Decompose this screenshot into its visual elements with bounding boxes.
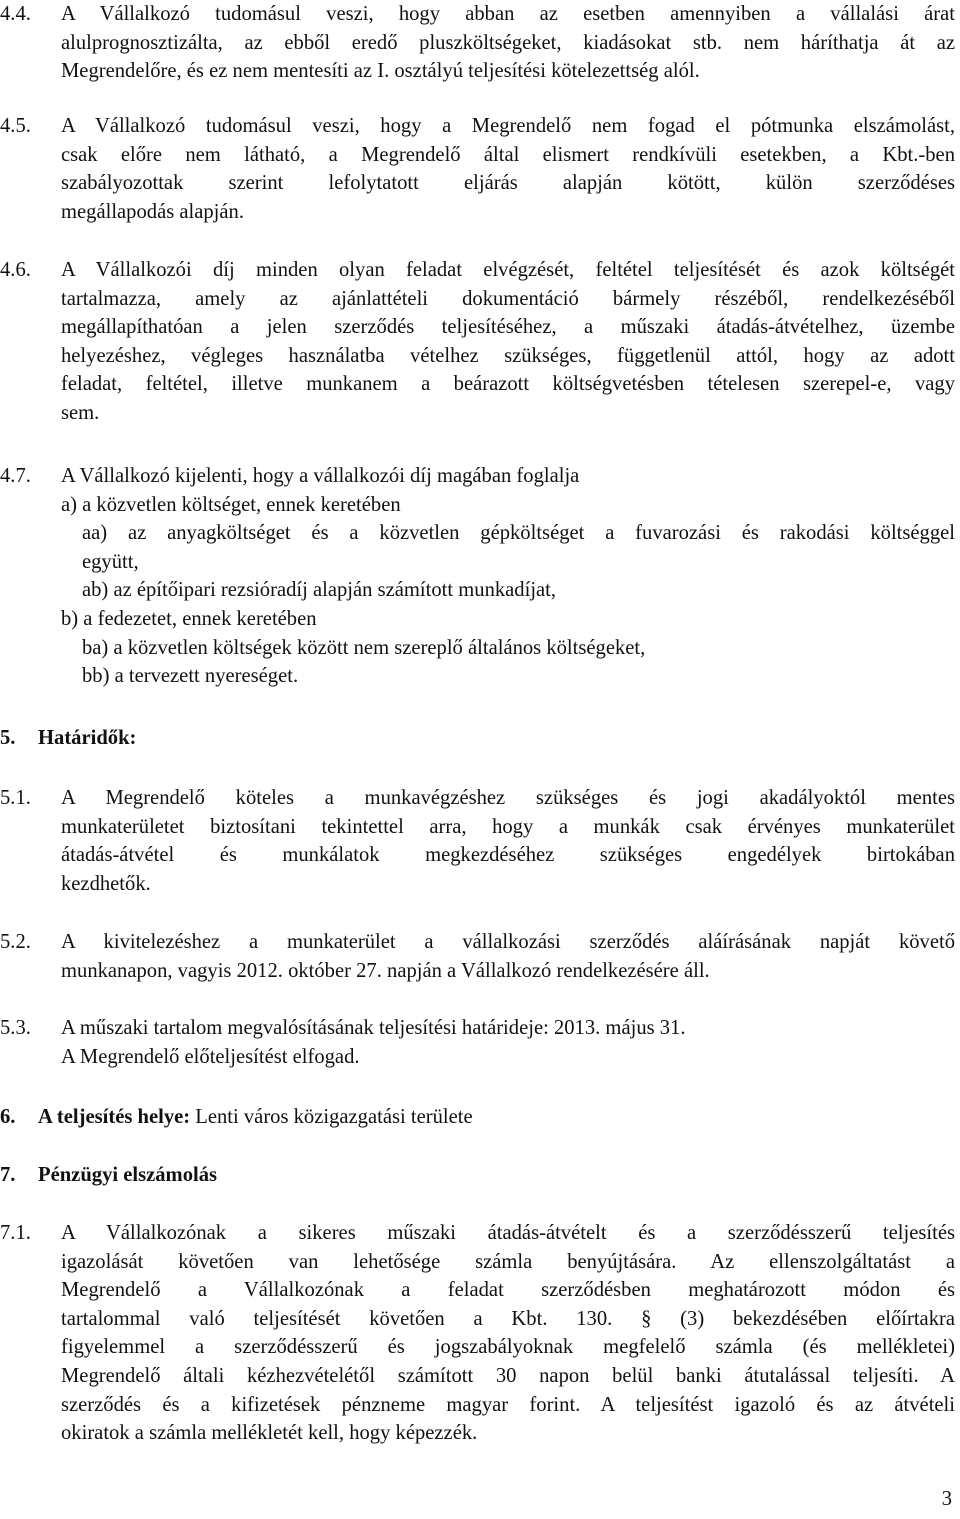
clause-line: A műszaki tartalom megvalósításának teljesítési határideje: 2013. május 31. (61, 1017, 686, 1039)
clause-line: tartalmazza, amely az ajánlattételi dokumentáció bármely részéből, rendelkezéséből (61, 287, 955, 310)
clause-7-1 (0, 1219, 955, 1448)
clause-line: figyelemmel a szerződésszerű és jogszabályoknak megfelelő számla (és mellékletei) (61, 1336, 955, 1359)
clause-line: alulprognosztizálta, az ebből eredő pluszköltségeket, kiadásokat stb. nem háríthatja át az (61, 31, 955, 54)
list-item-aa: aa) az anyagköltséget és a közvetlen gépköltséget a fuvarozási és rakodási költséggel együtt, (82, 522, 955, 573)
section-5-heading (0, 724, 136, 753)
clause-line: megállapodás alapján. (61, 200, 244, 223)
list-item-ba: ba) a közvetlen költségek között nem szereplő általános költségeket, (82, 636, 646, 659)
clause-line: munkaterületet biztosítani tekintettel arra, hogy a munkák csak érvényes munkaterület (61, 815, 955, 838)
clause-line: sem. (61, 401, 100, 424)
clause-number: 5.1. (0, 787, 31, 809)
page-number: 3 (941, 1488, 952, 1510)
clause-4-4 (0, 0, 955, 86)
clause-line: igazolását követően van lehetősége számla benyújtására. Az ellenszolgáltatást a (61, 1250, 955, 1273)
list-item-bb: bb) a tervezett nyereséget. (82, 665, 299, 688)
clause-4-6 (0, 256, 955, 428)
clause-line: A Vállalkozó tudomásul veszi, hogy abban az esetben amennyiben a vállalási árat (61, 3, 955, 25)
section-7-heading (0, 1161, 217, 1190)
clause-line: munkanapon, vagyis 2012. október 27. napján a Vállalkozó rendelkezésére áll. (61, 959, 710, 982)
clause-number: 4.6. (0, 259, 31, 281)
clause-number: 5.3. (0, 1017, 31, 1039)
clause-line: A Vállalkozónak a sikeres műszaki átadás-átvételt és a szerződésszerű teljesítés (61, 1222, 955, 1244)
clause-number: 4.7. (0, 465, 31, 487)
clause-line: helyezéshez, végleges használatba vételhez szükséges, függetlenül attól, hogy az adott (61, 344, 955, 367)
clause-line: átadás-átvétel és munkálatok megkezdéséhez szükséges engedélyek birtokában (61, 844, 955, 867)
clause-line: csak előre nem látható, a Megrendelő által elismert rendkívüli esetekben, a Kbt.-ben (61, 143, 955, 166)
clause-line: Megrendelő a Vállalkozónak a feladat szerződésben meghatározott módon és (61, 1279, 955, 1302)
section-title: Pénzügyi elszámolás (38, 1164, 218, 1186)
clause-line: A Megrendelő köteles a munkavégzéshez szükséges és jogi akadályoktól mentes (61, 787, 955, 809)
list-item-a: a) a közvetlen költséget, ennek keretében (61, 493, 401, 516)
clause-line: A kivitelezéshez a munkaterület a vállalkozási szerződés aláírásának napját követő (61, 931, 955, 953)
section-title: A teljesítés helye: (38, 1106, 191, 1128)
clause-4-7 (0, 462, 955, 691)
clause-line: A Megrendelő előteljesítést elfogad. (61, 1045, 360, 1068)
clause-line: Megrendelőre, és ez nem mentesíti az I. osztályú teljesítési kötelezettség alól. (61, 60, 700, 83)
clause-5-3 (0, 1014, 955, 1071)
section-number: 6. (0, 1106, 16, 1128)
clause-line: szabályozottak szerint lefolytatott eljárás alapján kötött, külön szerződéses (61, 172, 955, 195)
section-text: Lenti város közigazgatási területe (190, 1106, 473, 1128)
clause-line: szerződés és a kifizetések pénzneme magyar forint. A teljesítést igazoló és az átvételi (61, 1393, 955, 1416)
clause-line: megállapíthatóan a jelen szerződés teljesítéséhez, a műszaki átadás-átvételhez, üzembe (61, 316, 955, 339)
clause-line: okiratok a számla mellékletét kell, hogy képezzék. (61, 1422, 478, 1445)
clause-line: Megrendelő általi kézhezvételétől számított 30 napon belül banki átutalással teljesíti. A (61, 1364, 955, 1387)
section-6 (0, 1103, 473, 1132)
clause-number: 7.1. (0, 1222, 31, 1244)
clause-5-1 (0, 784, 955, 898)
section-number: 5. (0, 727, 16, 749)
list-item-ab: ab) az építőipari rezsióradíj alapján számított munkadíjat, (82, 579, 557, 602)
clause-5-2 (0, 928, 955, 985)
clause-number: 5.2. (0, 931, 31, 953)
clause-line: feladat, feltétel, illetve munkanem a beárazott költségvetésben tételesen szerepel-e, vagy (61, 373, 955, 396)
clause-line: tartalommal való teljesítését követően a Kbt. 130. § (3) bekezdésében előírtakra (61, 1307, 955, 1330)
clause-4-5 (0, 112, 955, 226)
clause-number: 4.4. (0, 3, 31, 25)
clause-line: kezdhetők. (61, 872, 151, 895)
section-title: Határidők: (38, 727, 137, 749)
list-item-b: b) a fedezetet, ennek keretében (61, 607, 317, 630)
clause-intro: A Vállalkozó kijelenti, hogy a vállalkozói díj magában foglalja (61, 465, 580, 487)
clause-line: A Vállalkozói díj minden olyan feladat elvégzését, feltétel teljesítését és azok költségét (61, 259, 955, 281)
clause-line: A Vállalkozó tudomásul veszi, hogy a Megrendelő nem fogad el pótmunka elszámolást, (61, 115, 955, 137)
section-number: 7. (0, 1164, 16, 1186)
clause-number: 4.5. (0, 115, 31, 137)
